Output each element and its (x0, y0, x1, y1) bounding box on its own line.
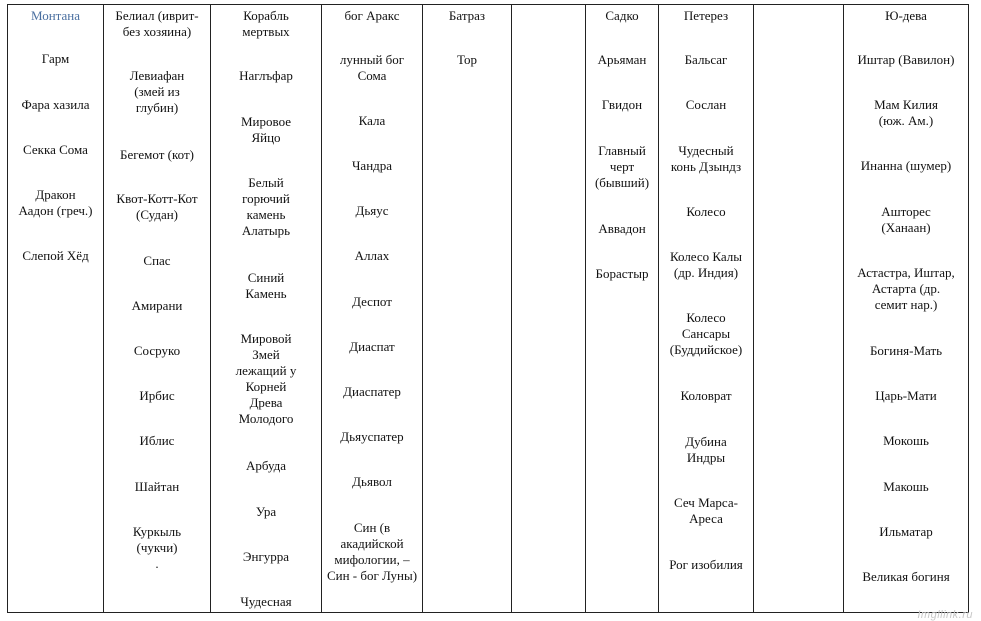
column-7 (586, 5, 659, 612)
column-4-header: бог Аракс (344, 8, 400, 23)
column-9-empty (754, 5, 844, 612)
column-5-header: Батраз (448, 8, 486, 23)
table-cell: Колесо Сансары (Буддийское) (669, 310, 743, 357)
table-cell: Спас (143, 253, 171, 268)
table-cell: Бальсаг (684, 52, 728, 67)
table-cell: Ура (255, 504, 277, 519)
table-cell: Иштар (Вавилон) (857, 52, 955, 67)
table-cell: Великая богиня (862, 569, 950, 584)
table-cell: Дракон Аадон (греч.) (18, 187, 93, 218)
table-cell: Главный черт (бывший) (594, 143, 650, 190)
table-cell: Левиафан (змей из глубин) (129, 68, 185, 115)
table-cell: Гарм (41, 51, 70, 66)
table-cell: Бегемот (кот) (120, 147, 194, 162)
table-cell: Деспот (352, 294, 392, 309)
table-cell: Инанна (шумер) (860, 158, 952, 173)
watermark: Imgllink.ru (917, 609, 973, 621)
table-cell: Диаспатер (343, 384, 401, 399)
column-1 (8, 5, 104, 612)
table-cell: Чудесный конь Дзындз (670, 143, 742, 174)
table-cell: Дьяуспатер (340, 429, 404, 444)
table-cell: Арбуда (245, 458, 287, 473)
table-cell: Энгурра (242, 549, 290, 564)
table-cell: Тор (457, 52, 477, 67)
table-cell: Гвидон (601, 97, 643, 112)
column-3-header: Корабль мертвых (242, 8, 290, 39)
table-cell: Макошь (883, 479, 929, 494)
table-cell: Квот-Котт-Кот (Судан) (116, 191, 198, 222)
table-cell: Синий Камень (245, 270, 287, 301)
table-cell: Секка Сома (23, 142, 88, 157)
column-7-header: Садко (605, 8, 639, 23)
table-cell: Арьяман (597, 52, 647, 67)
table-cell: Фара хазила (21, 97, 90, 112)
column-3 (211, 5, 322, 612)
table-cell: Астастра, Иштар, Астарта (др. семит нар.) (857, 265, 955, 312)
table-cell: Аввадон (598, 221, 646, 236)
column-10-header: Ю-дева (885, 8, 927, 23)
column-2 (104, 5, 211, 612)
table-cell: Аштореc (Ханаан) (881, 204, 931, 235)
table-cell: Кала (358, 113, 386, 128)
table-cell: Рог изобилия (669, 557, 743, 572)
table-cell: Куркыль (чукчи) . (132, 524, 182, 571)
table-cell: Шайтан (134, 479, 180, 494)
column-6-empty (512, 5, 586, 612)
column-8-header: Петерез (683, 8, 729, 23)
table-cell: Колесо (686, 204, 726, 219)
table-cell: Чудесная (240, 594, 292, 609)
table-cell: Богиня-Мать (869, 343, 943, 358)
table-cell: Борастыр (595, 266, 649, 281)
column-5 (423, 5, 512, 612)
table-cell: Дьяус (355, 203, 389, 218)
column-8 (659, 5, 754, 612)
column-1-header: Монтана (30, 8, 81, 23)
table-cell: Сослан (685, 97, 727, 112)
table-cell: Син (в акадийской мифологии, – Син - бог Луны) (326, 520, 418, 583)
table-cell: лунный бог Сома (339, 52, 405, 83)
table-cell: Чандра (351, 158, 393, 173)
table-cell: Аллах (354, 248, 390, 263)
table-cell: Сосруко (133, 343, 181, 358)
table-cell: Мокошь (883, 433, 929, 448)
table-cell: Белый горючий камень Алатырь (241, 175, 291, 238)
table-cell: Дьявол (352, 474, 392, 489)
table-cell: Ильматар (879, 524, 933, 539)
mythology-table (7, 4, 969, 613)
table-cell: Царь-Мати (875, 388, 937, 403)
table-cell: Слепой Хёд (22, 248, 89, 263)
table-cell: Наглъфар (239, 68, 293, 83)
table-cell: Мам Килия (юж. Ам.) (874, 97, 938, 128)
table-cell: Коловрат (680, 388, 732, 403)
table-cell: Ирбис (139, 388, 175, 403)
table-cell: Амирани (131, 298, 183, 313)
table-cell: Мировое Яйцо (241, 114, 291, 145)
column-4 (322, 5, 423, 612)
table-cell: Сеч Марса- Ареса (674, 495, 738, 526)
table-cell: Дубина Индры (685, 434, 727, 465)
table-cell: Иблис (139, 433, 175, 448)
table-cell: Диаспат (349, 339, 395, 354)
column-2-header: Белиал (иврит- без хозяина) (115, 8, 199, 39)
table-cell: Колесо Калы (др. Индия) (669, 249, 743, 280)
table-cell: Мировой Змей лежащий у Корней Древа Молодого (235, 331, 297, 426)
column-10 (844, 5, 968, 612)
